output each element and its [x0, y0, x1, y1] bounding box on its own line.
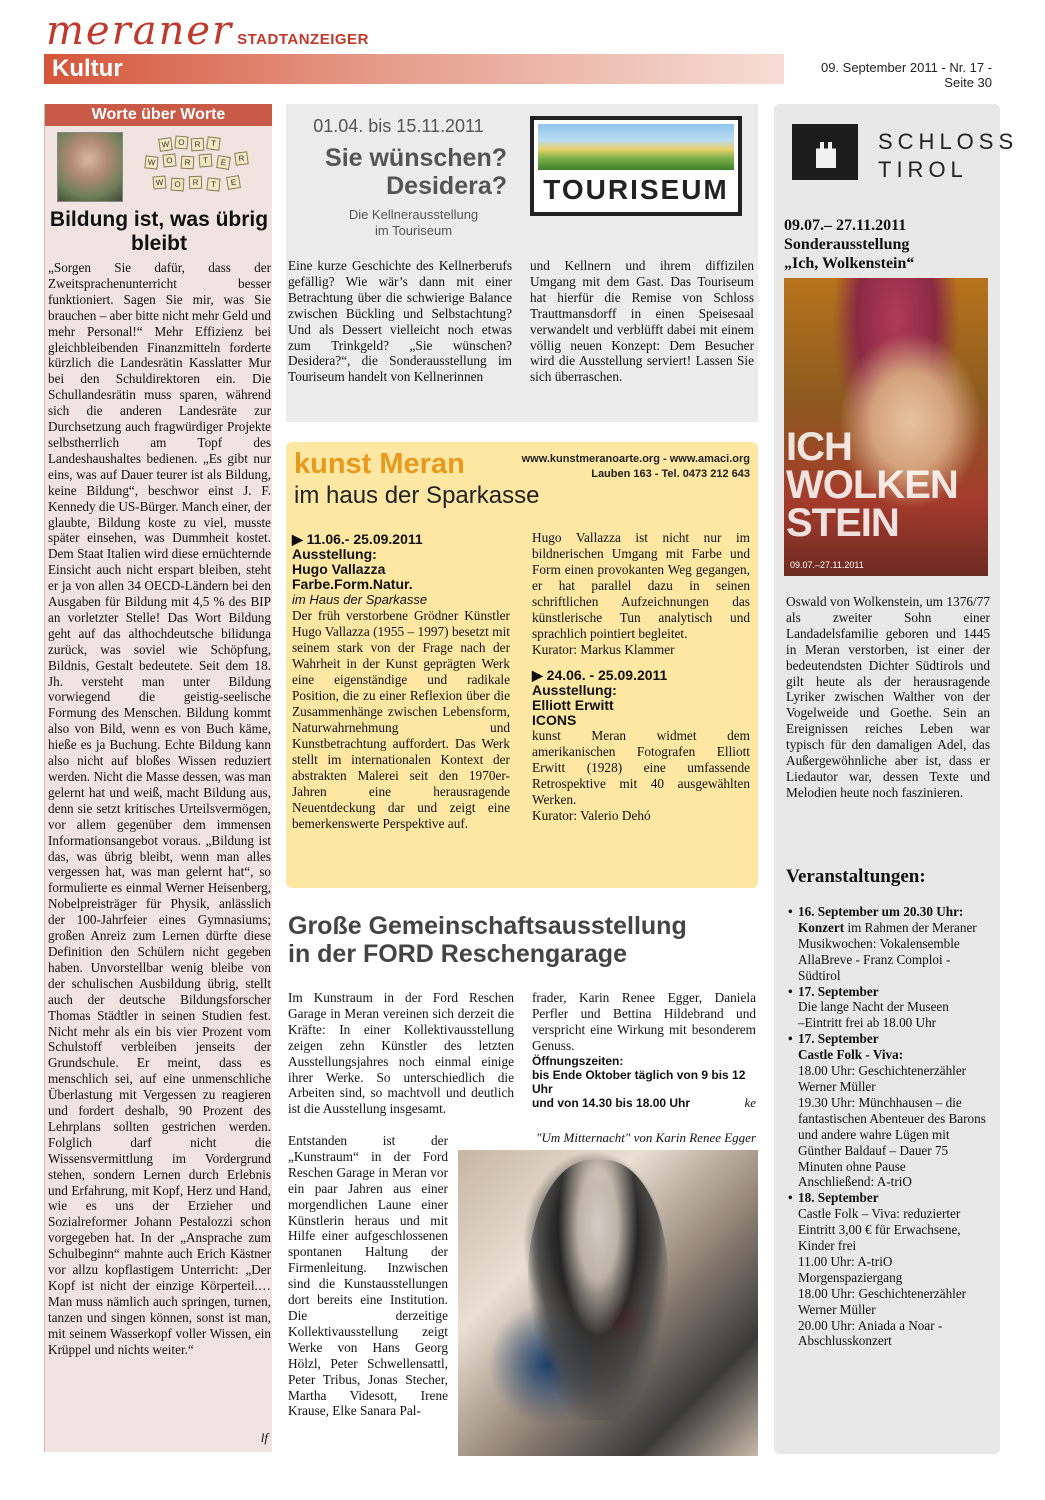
- exhibition-column-right: [532, 530, 750, 824]
- scrabble-tile: R: [191, 138, 205, 152]
- event-detail: 11.00 Uhr: A-triO Morgenspaziergang: [798, 1253, 903, 1285]
- exhibition-artist: Hugo Vallazza: [292, 561, 386, 577]
- scrabble-tile: W: [144, 155, 158, 169]
- poster-dates: 09.07.–27.11.2011: [790, 560, 864, 570]
- scrabble-tile: R: [234, 151, 248, 165]
- logo-wordmark: TOURISEUM: [543, 174, 729, 205]
- events-list: [788, 904, 992, 1349]
- exhibition-dates: ▶ 11.06.- 25.09.2011: [292, 531, 423, 547]
- opening-hours-label: Öffnungszeiten:: [532, 1053, 624, 1068]
- museum-name: [878, 128, 1018, 184]
- event-detail: 18.00 Uhr: Geschichtenerzähler Werner Müller: [798, 1063, 967, 1094]
- exhibition-dates: 01.04. bis 15.11.2011: [313, 116, 484, 136]
- museum-name-line: SCHLOSS: [878, 129, 1019, 154]
- article-body-column: [532, 990, 756, 1110]
- event-item: [788, 1031, 992, 1190]
- exhibition-label: Ausstellung:: [292, 546, 377, 562]
- article-body-column: und Kellnern und ihrem diffizilen Umgang mit dem Gast. Das Touriseum hat hierfür die Remise von Schloss Trauttmansdorff in einen Speisesaal verwandelt und verblüfft dabei mit einem völlig neuen Konzept: Dem Besucher wird die Ausstellung serviert! Lassen Sie sich überraschen.: [530, 258, 754, 385]
- article-body-column: Im Kunstraum in der Ford Reschen Garage in Meran vereinen sich derzeit die Kräfte: In einer Kollektivausstellung zeigen zehn Künstler des letzten Ausstellungsjahres noch einmal einige ihrer Werke. So unterschiedlich die Arbeiten sind, so machtvoll und deutlich ist die Ausstellung insgesamt.: [288, 990, 514, 1117]
- newspaper-logo: meraner: [46, 8, 234, 54]
- event-detail: Die lange Nacht der Museen: [798, 999, 949, 1015]
- exhibition-label: Ausstellung:: [532, 682, 617, 698]
- article-body-column: Entstanden ist der „Kunstraum“ in der Ford Reschen Garage in Meran vor ein paar Jahren aus einer morgendlichen Laune einer Künstlerin heraus und mit Hilfe einer aufgeschlossenen spontanen Haltung der Firmenleitung. Inzwischen sind die Kunstausstellungen dort bereits eine Institution. Die derzeitige Kollektivausstellung zeigt Werke von Hans Georg Hölzl, Peter Schwellensattl, Peter Tribus, Jonas Stecher, Martha Videsott, Irene Krause, Elke Sanara Pal-: [288, 1133, 448, 1419]
- scrabble-tile: E: [216, 155, 231, 170]
- event-item: [788, 984, 992, 1032]
- address-phone: Lauben 163 - Tel. 0473 212 643: [591, 468, 750, 480]
- event-detail: –Eintritt frei ab 18.00 Uhr: [798, 1015, 937, 1031]
- event-detail: im Rahmen der Meraner Musikwochen: Vokalensemble AllaBreve - Franz Comploi - Südtirol: [798, 919, 977, 983]
- scrabble-tile: T: [206, 177, 220, 191]
- painting-image: [458, 1150, 758, 1456]
- tower-icon: [816, 142, 836, 168]
- section-bar: [44, 54, 784, 84]
- exhibition-title: Farbe.Form.Natur.: [292, 576, 413, 592]
- scrabble-tiles-image: [141, 134, 261, 198]
- opening-hours: bis Ende Oktober täglich von 9 bis 12 Uhr: [532, 1067, 746, 1096]
- exhibition-title: ICONS: [532, 712, 577, 728]
- event-date: • 17. September: [798, 1031, 879, 1047]
- exhibition-title: „Ich, Wolkenstein“: [784, 255, 915, 272]
- image-caption: "Um Mitternacht" von Karin Renee Egger: [536, 1130, 756, 1145]
- event-detail: Castle Folk – Viva: reduzierter Eintritt 3,00 € für Erwachsene, Kinder frei: [798, 1206, 961, 1254]
- article-title: kunst Meran: [294, 448, 465, 480]
- event-item: [788, 904, 992, 984]
- issue-info: 09. September 2011 - Nr. 17 - Seite 30: [820, 60, 992, 90]
- scrabble-tile: R: [189, 176, 202, 189]
- exhibition-location: im Haus der Sparkasse: [292, 592, 428, 607]
- exhibition-text: Hugo Vallazza ist nicht nur im bildnerischen Umgang mit Farbe und Form einen provokanten Weg gegangen, er hat parallel dazu in seinen schriftlichen Aufzeichnungen das künstlerische Tun analytisch und sprachlich pointiert begleitet.: [532, 530, 750, 641]
- newspaper-logo-sub: STADTANZEIGER: [237, 31, 369, 48]
- event-detail: 18.00 Uhr: Geschichtenerzähler Werner Müller: [798, 1285, 967, 1317]
- website-link[interactable]: www.kunstmeranoarte.org - www.amaci.org: [521, 453, 750, 465]
- article-subtitle: [286, 207, 511, 239]
- events-title: Veranstaltungen:: [786, 866, 926, 887]
- masthead: [46, 8, 746, 54]
- exhibition-heading: [784, 216, 990, 273]
- column-label: Worte über Worte: [45, 104, 272, 126]
- castle-logo-icon: [792, 124, 858, 180]
- curator: Kurator: Valerio Dehó: [532, 808, 651, 823]
- wolkenstein-poster-image: [784, 278, 988, 576]
- title-line: Desidera?: [386, 172, 507, 200]
- scrabble-tile: T: [199, 154, 213, 168]
- column-worte-ueber-worte: [44, 104, 272, 1452]
- exhibition-artist: Elliott Erwitt: [532, 697, 614, 713]
- contact-info: [522, 452, 750, 482]
- article-text: frader, Karin Renee Egger, Daniela Perfler und Bettina Hildebrand und verspricht eine Wirkung mit besonderem Genuss.: [532, 990, 756, 1053]
- painting-figure: [528, 1160, 668, 1420]
- section-title: Kultur: [52, 55, 123, 82]
- article-title: [286, 144, 511, 200]
- article-body-column: Eine kurze Geschichte des Kellnerberufs gefällig? Wie wär’s dann mit einer Betrachtung über die schwierige Balance zwischen Bückling und Selbstachtung? Und als Dessert vielleicht noch etwas zum Trinkgeld? „Sie wünschen? Desidera?“, die Sonderausstellung im Touriseum handelt von Kellnerinnen: [288, 258, 512, 385]
- article-title: [288, 912, 758, 968]
- scrabble-tile: O: [162, 153, 176, 167]
- event-lead: Konzert: [798, 919, 845, 935]
- poster-title: [786, 425, 958, 545]
- event-detail: 20.00 Uhr: Aniada a Noar - Abschlusskonzert: [798, 1317, 943, 1349]
- article-body: „Sorgen Sie dafür, dass der Zweitsprachenunterricht besser funktioniert. Sagen Sie mir, was Sie brauchen – aber bitte nicht mehr Geld und mehr Personal!“ Mehr Effizienz bei gleichbleibenden Finanzmitteln forderte kürzlich die Landesrätin Kasslatter Mur bei den Schuldirektoren ein. Die Schullandesrätin muss sparen, während sich die anderen Landesräte zur Durchsetzung auch fragwürdiger Projekte selbstherrlich am Topf des Landeshaushaltes bedienen. „Es gibt nur eins, was auf Dauer teurer ist als Bildung, keine Bildung“, beschwor einst J. F. Kennedy die US-Bürger. Manch einer, der glaubte, Bildung koste zu viel, musste später einsehen, was Dummheit kostet. Dem Staat Italien wird diese ernüchternde Einsicht auch nicht erspart bleiben, steht er ja von allen 34 OECD-Ländern bei den Ausgaben für Bildung mit 4,5 % des BIP an vorletzter Stelle! Das Wort Bildung geht auf das althochdeutsche bilidunga zurück, was soviel wie Schöpfung, Bildnis, Gestalt bedeutete. Seit dem 18. Jh. versteht man unter Bildung vorwiegend die geistig-seelische Formung des Menschen. Bildung kommt also von Bild, wenn es von Buch käme, hieße es ja Buchung. Echte Bildung kann also nicht auf bloßes Wissen reduziert werden. Nicht die Masse dessen, was man gelernt hat und weiß, macht Bildung aus, denn sie setzt kritisches Urteilsvermögen, vor allem gegenüber dem immensen Informationsangebot voraus. „Bildung ist das, was übrig bleibt, wenn man alles vergessen hat, was man gelernt hat“, so formulierte es einmal Werner Heisenberg, Nobelpreisträger für Physik, anlässlich der 100-Jahrfeier eines Gymnasiums; großen Anreiz zum Lernen dürfte diese Definition den Schülern nicht gegeben haben. Unvorstellbar wenig bleibe von der schulischen Ausbildung übrig, stellt auch der deutsche Bildungsforscher Thomas Städtler in seinen Studien fest. Nicht mehr als ein bis vier Prozent vom Schulstoff verbleiben jenseits der Grundschule. Er meint, dass es menschlich sei, auf eine unmenschliche Überlastung mit Vergessen zu reagieren und fordert deshalb, 90 Prozent des Lehrplans sollten gestrichen werden. Folglich darf nicht die Wissensvermittlung im Vordergrund stehen, sondern Lernen durch Erlebnis und Erfahrung, mit Kopf, Herz und Hand, wie es uns der Erzieher und Sozialreformer Johann Pestalozzi schon vorgegeben hat. In der „Ansprache zum Schulbeginn“ mahnte auch Erich Kästner vor allzu kopflastigem Unterricht: „Der Kopf ist nicht der einzige Körperteil.… Man muss nämlich auch springen, turnen, tanzen und singen können, sonst ist man, mit seinem Wasserkopf voller Wissen, ein Krüppel und nichts weiter.“: [48, 260, 272, 1357]
- scrabble-tile: T: [206, 136, 220, 150]
- scrabble-tile: O: [174, 135, 188, 149]
- author-portrait-image: [57, 132, 123, 202]
- event-item: [788, 1190, 992, 1349]
- title-line: Sie wünschen?: [325, 144, 507, 172]
- author-signature: lf: [260, 1430, 268, 1445]
- touriseum-logo: [530, 116, 742, 216]
- schloss-tirol-column: [774, 104, 1019, 1454]
- event-date: • 17. September: [798, 983, 879, 999]
- subtitle-line: im Touriseum: [374, 223, 453, 238]
- event-date: • 16. September um 20.30 Uhr:: [798, 904, 964, 919]
- article-title: Bildung ist, was übrig bleibt: [49, 208, 269, 255]
- exhibition-label: Sonderausstellung: [784, 236, 910, 253]
- poster-title-line: STEIN: [786, 501, 899, 545]
- event-detail: 19.30 Uhr: Münchhausen – die fantastischen Abenteuer des Barons und andere wahre Lügen mit Günther Baldauf – Dauer 75 Minuten ohne Pause: [798, 1094, 986, 1174]
- scrabble-tile: O: [171, 178, 185, 192]
- kunst-meran-article: [286, 442, 758, 888]
- title-line: Große Gemeinschaftsausstellung: [288, 912, 687, 940]
- article-subtitle: im haus der Sparkasse: [294, 482, 540, 509]
- title-line: in der FORD Reschengarage: [288, 940, 627, 968]
- exhibition-text: kunst Meran widmet dem amerikanischen Fotografen Elliott Erwitt (1928) eine umfassende Retrospektive mit 40 ausgewählten Werken.: [532, 728, 750, 807]
- opening-hours-line: und von 14.30 bis 18.00 Uhr: [532, 1095, 691, 1110]
- scrabble-tile: R: [181, 156, 195, 170]
- exhibition-text: Der früh verstorbene Grödner Künstler Hugo Vallazza (1955 – 1997) besetzt mit seinem stark von der Frage nach der Wahrheit in der Kunst geprägten Werk eine eigenständige und radikale Position, die zu einer Reflexion über die Zusammenhänge zwischen Lebensform, Naturwahrnehmung und Kunstbetrachtung auffordert. Das Werk stellt im internationalen Kontext der abstrakten Malerei seit den 1970er-Jahren eine herausragende Neuentdeckung dar und zeigt eine bemerkenswerte Perspektive auf.: [292, 608, 510, 831]
- exhibition-dates: 09.07.– 27.11.2011: [784, 217, 907, 234]
- touriseum-article: [286, 104, 758, 422]
- exhibition-vallazza: [292, 532, 510, 832]
- event-detail: Anschließend: A-triO: [798, 1174, 912, 1190]
- event-lead: Castle Folk - Viva:: [798, 1047, 904, 1063]
- opening-hours: [532, 1096, 756, 1110]
- scrabble-tile: W: [152, 175, 166, 189]
- scrabble-tile: E: [226, 175, 241, 190]
- event-date: • 18. September: [798, 1190, 879, 1206]
- scrabble-tile: W: [158, 137, 173, 152]
- castle-landscape-image: [538, 124, 734, 170]
- exhibition-dates: ▶ 24.06. - 25.09.2011: [532, 667, 668, 683]
- museum-name-line: TIROL: [878, 157, 968, 182]
- poster-title-line: ICH: [786, 425, 852, 469]
- poster-title-line: WOLKEN: [786, 463, 958, 507]
- curator: Kurator: Markus Klammer: [532, 642, 675, 657]
- author-signature: ke: [744, 1094, 756, 1110]
- article-body: Oswald von Wolkenstein, um 1376/77 als zweiter Sohn einer Landadelsfamilie geboren und 1445 in Meran verstorben, ist einer der bedeutendsten Dichter Südtirols und gilt heute als der herausragende Lyriker zwischen Walther von der Vogelweide und Goethe. Sein an Ereignissen reiches Leben war typisch für den damaligen Adel, das Außergewöhnliche aber ist, dass er Liedautor war, dessen Texte und Melodien heute noch faszinieren.: [786, 594, 990, 800]
- subtitle-line: Die Kellnerausstellung: [348, 207, 479, 222]
